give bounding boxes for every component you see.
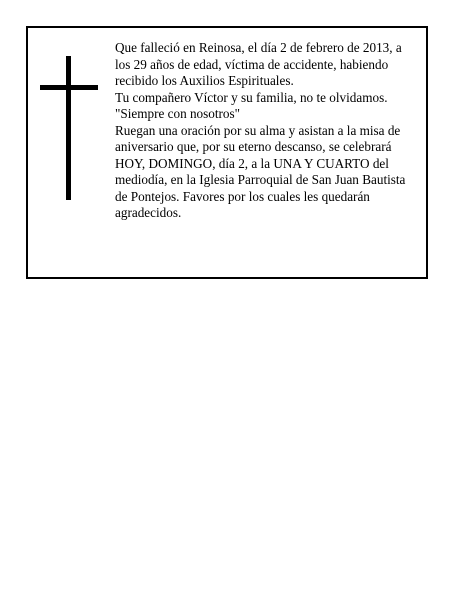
mass-invitation-paragraph: Ruegan una oración por su alma y asistan a la misa de aniversario que, por su eterno descanso, se celebrará HOY, DOMINGO, día 2, a la UNA Y CUARTO del mediodía, en la Iglesia Parroquial de San Juan Bautista de Pontejos. Favores por los cuales les quedarán agradecidos. xyxy=(115,122,406,220)
cross-horizontal-bar xyxy=(40,85,98,90)
motto-paragraph: "Siempre con nosotros" xyxy=(115,106,241,121)
cross-vertical-bar xyxy=(66,56,71,200)
obituary-notice xyxy=(26,26,428,279)
notice-text xyxy=(115,40,417,222)
death-announcement-paragraph: Que falleció en Reinosa, el día 2 de febrero de 2013, a los 29 años de edad, víctima de accidente, habiendo recibido los Auxilios Espirituales. xyxy=(115,40,402,88)
cross-icon xyxy=(40,56,98,200)
remembrance-paragraph: Tu compañero Víctor y su familia, no te olvidamos. xyxy=(115,89,388,105)
